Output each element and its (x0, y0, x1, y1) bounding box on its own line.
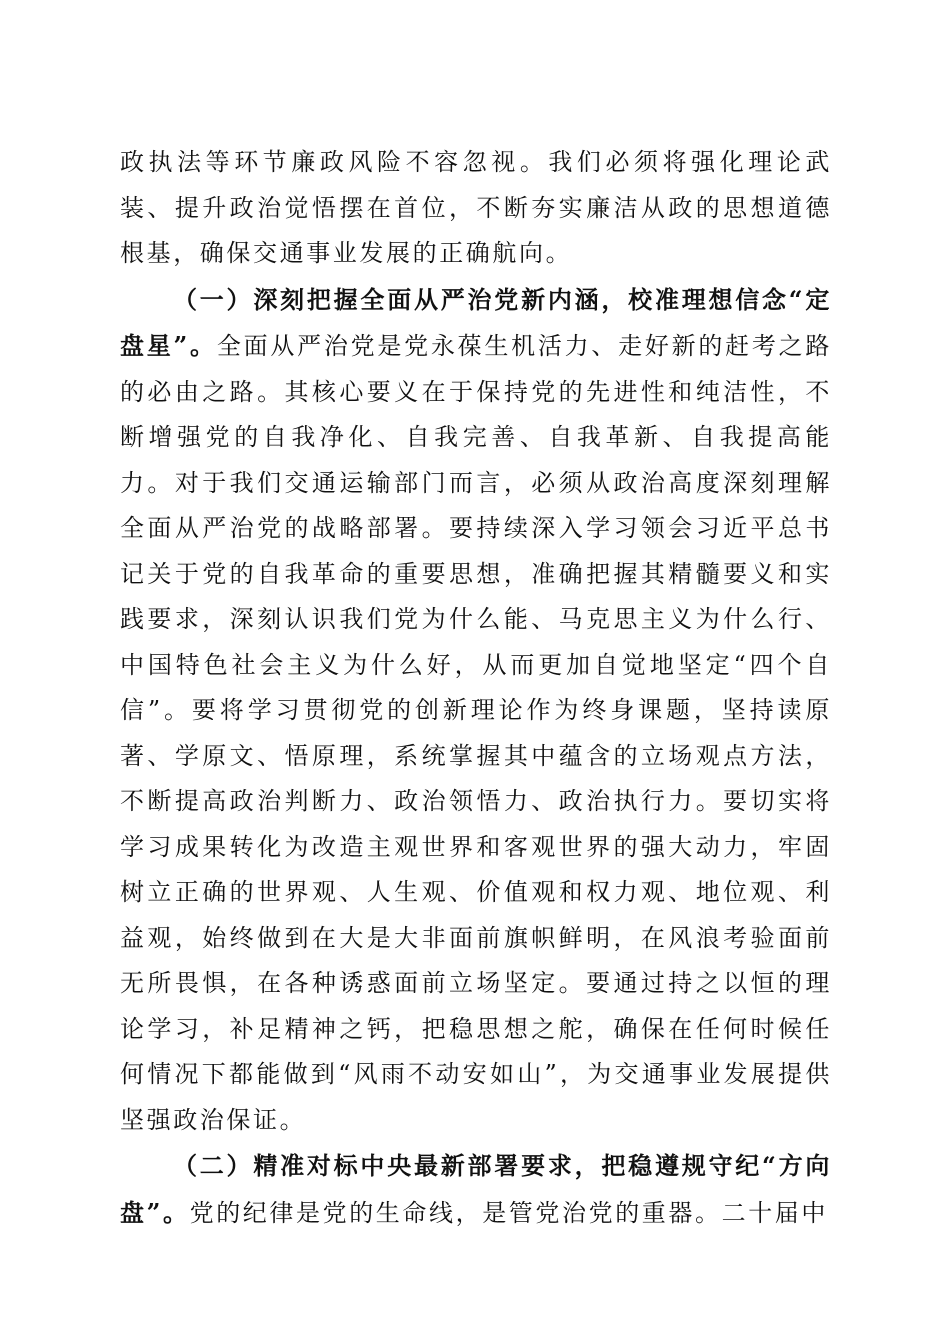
document-body (120, 140, 832, 1236)
paragraph-section-one (120, 277, 832, 1144)
paragraph-text: 党的纪律是党的生命线，是管党治党的重器。二十届中 (189, 1198, 829, 1227)
section-heading-two: （二）精准对标中央最新部署要求，把稳遵规守纪“方向盘”。 (120, 1151, 832, 1227)
paragraph-section-two (120, 1143, 832, 1236)
paragraph-text: 全面从严治党是党永葆生机活力、走好新的赶考之路的必由之路。其核心要义在于保持党的先进性和纯洁性，不断增强党的自我净化、自我完善、自我革新、自我提高能力。对于我们交通运输部门而言，必须从政治高度深刻理解全面从严治党的战略部署。要持续深入学习领会习近平总书记关于党的自我革命的重要思想，准确把握其精髓要义和实践要求，深刻认识我们党为什么能、马克思主义为什么行、中国特色社会主义为什么好，从而更加自觉地坚定“四个自信”。要将学习贯彻党的创新理论作为终身课题，坚持读原著、学原文、悟原理，系统掌握其中蕴含的立场观点方法，不断提高政治判断力、政治领悟力、政治执行力。要切实将学习成果转化为改造主观世界和客观世界的强大动力，牢固树立正确的世界观、人生观、价值观和权力观、地位观、利益观，始终做到在大是大非面前旗帜鲜明，在风浪考验面前无所畏惧，在各种诱惑面前立场坚定。要通过持之以恒的理论学习，补足精神之钙，把稳思想之舵，确保在任何时候任何情况下都能做到“风雨不动安如山”，为交通事业发展提供坚强政治保证。 (120, 332, 832, 1134)
paragraph-continuation (120, 140, 832, 277)
section-heading-one: （一）深刻把握全面从严治党新内涵，校准理想信念“定盘星”。 (120, 284, 832, 360)
paragraph-text: 政执法等环节廉政风险不容忽视。我们必须将强化理论武装、提升政治觉悟摆在首位，不断夯实廉洁从政的思想道德根基，确保交通事业发展的正确航向。 (120, 148, 832, 267)
